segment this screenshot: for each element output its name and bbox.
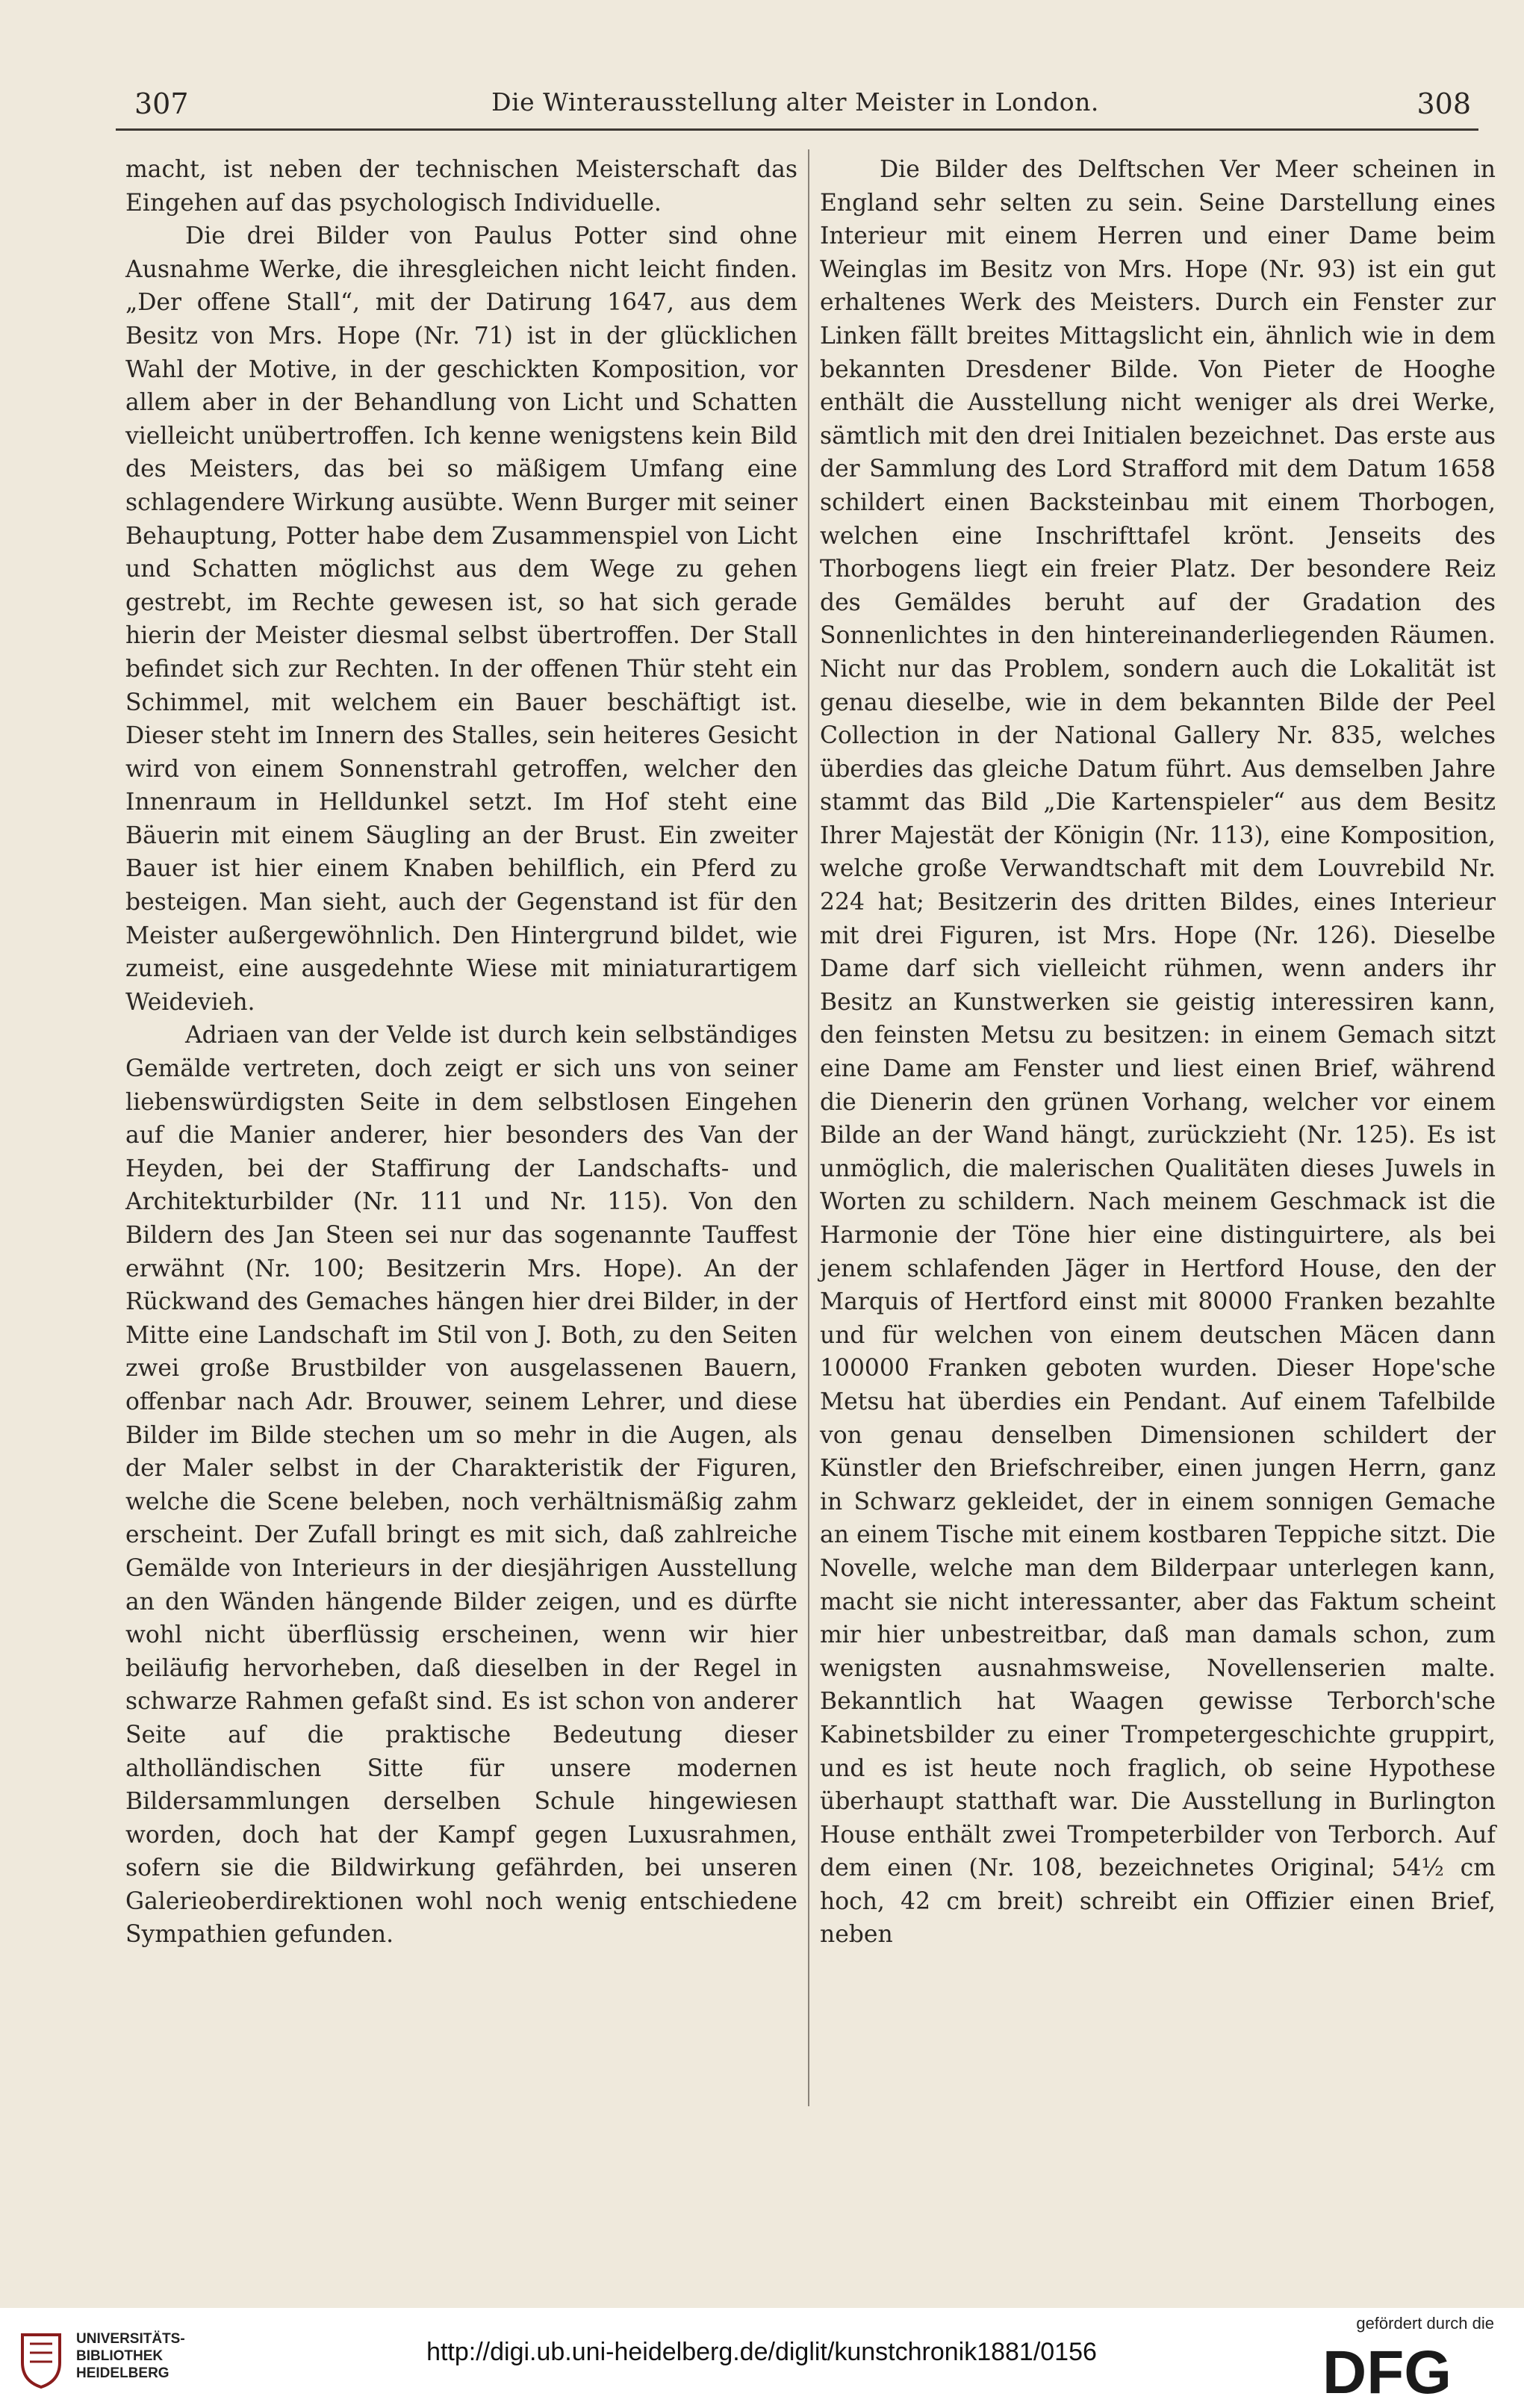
header-rule (116, 128, 1478, 131)
source-url-link[interactable]: http://digi.ub.uni-heidelberg.de/diglit/kunstchronik1881/0156 (426, 2338, 1097, 2366)
running-title: Die Winterausstellung alter Meister in London. (491, 87, 1099, 117)
paragraph: Adriaen van der Velde ist durch kein selbständiges Gemälde vertreten, doch zeigt er sich uns von seiner liebenswürdigsten Seite in dem selbstlosen Eingehen auf die Manier anderer, hier besonders des Van der Heyden, bei der Staffirung der Landschafts- und Architekturbilder (Nr. 111 und Nr. 115). Von den Bildern des Jan Steen sei nur das sogenannte Tauffest erwähnt (Nr. 100; Besitzerin Mrs. Hope). An der Rückwand des Gemaches hängen hier drei Bilder, in der Mitte eine Landschaft im Stil von J. Both, zu den Seiten zwei große Brustbilder von ausgelassenen Bauern, offenbar nach Adr. Brouwer, seinem Lehrer, und diese Bilder im Bilde stechen um so mehr in die Augen, als der Maler selbst in der Charakteristik der Figuren, welche die Scene beleben, noch verhältnismäßig zahm erscheint. Der Zufall bringt es mit sich, daß zahlreiche Gemälde von Interieurs in der diesjährigen Ausstellung an den Wänden hängende Bilder zeigen, und es dürfte wohl nicht überflüssig erscheinen, wenn wir hier beiläufig hervorheben, daß dieselben in der Regel in schwarze Rahmen gefaßt sind. Es ist schon von anderer Seite auf die praktische Bedeutung dieser altholländischen Sitte für unsere modernen Bildersammlungen derselben Schule hingewiesen worden, doch hat der Kampf gegen Luxusrahmen, sofern sie die Bildwirkung gefährden, bei unseren Galerieoberdirektionen wohl noch wenig entschiedene Sympathien gefunden. (125, 1022, 797, 1949)
page-number-left: 307 (134, 87, 189, 120)
library-line: UNIVERSITÄTS- (76, 2331, 185, 2347)
dfg-logo-text: DFG (1322, 2341, 1452, 2401)
library-line: BIBLIOTHEK (76, 2348, 164, 2364)
funding-note: gefördert durch die (1356, 2314, 1494, 2333)
paragraph: Die Bilder des Delftschen Ver Meer scheinen in England sehr selten zu sein. Seine Darstellung eines Interieur mit einem Herren und einer Dame beim Weinglas im Besitz von Mrs. Hope (Nr. 93) ist ein gut erhaltenes Werk des Meisters. Durch ein Fenster zur Linken fällt breites Mittagslicht ein, ähnlich wie in dem bekannten Dresdener Bilde. Von Pieter de Hooghe enthält die Ausstellung nicht weniger als drei Werke, sämtlich mit den drei Initialen bezeichnet. Das erste aus der Sammlung des Lord Strafford mit dem Datum 1658 schildert einen Backsteinbau mit einem Thorbogen, welchen eine Inschrifttafel krönt. Jenseits des Thorbogens liegt ein freier Platz. Der besondere Reiz des Gemäldes beruht auf der Gradation des Sonnenlichtes in den hintereinanderliegenden Räumen. Nicht nur das Problem, sondern auch die Lokalität ist genau dieselbe, wie in dem bekannten Bilde der Peel Collection in der National Gallery Nr. 835, welches überdies das gleiche Datum führt. Aus demselben Jahre stammt das Bild „Die Kartenspieler“ aus dem Besitz Ihrer Majestät der Königin (Nr. 113), eine Komposition, welche große Verwandtschaft mit dem Louvrebild Nr. 224 hat; Besitzerin des dritten Bildes, eines Interieur mit drei Figuren, ist Mrs. Hope (Nr. 126). Dieselbe Dame darf sich vielleicht rühmen, wenn anders ihr Besitz an Kunstwerken sie geistig interessiren kann, den feinsten Metsu zu besitzen: in einem Gemach sitzt eine Dame am Fenster und liest einen Brief, während die Dienerin den grünen Vorhang, welcher vor einem Bilde an der Wand hängt, zurückzieht (Nr. 125). Es ist unmöglich, die malerischen Qualitäten dieses Juwels in Worten zu schildern. Nach meinem Geschmack ist die Harmonie der Töne hier eine distinguirtere, als bei jenem schlafenden Jäger in Hertford House, den der Marquis of Hertford einst mit 80000 Franken bezahlte und für welchen von einem deutschen Mäcen dann 100000 Franken geboten wurden. Dieser Hope'sche Metsu hat überdies ein Pendant. Auf einem Tafelbilde von genau denselben Dimensionen schildert der Künstler den Briefschreiber, einen jungen Herrn, ganz in Schwarz gekleidet, der in einem sonnigen Gemache an einem Tische mit einem kostbaren Teppiche sitzt. Die Novelle, welche man dem Bilderpaar unterlegen kann, macht sie nicht interessanter, aber das Faktum scheint mir hier unbestreitbar, daß man damals schon, zum wenigsten ausnahmsweise, Novellenserien malte. Bekanntlich hat Waagen gewisse Terborch'sche Kabinetsbilder zu einer Trompetergeschichte gruppirt, und es ist heute noch fraglich, ob seine Hypothese überhaupt statthaft war. Die Ausstellung in Burlington House enthält zwei Trompeterbilder von Terborch. Auf dem einen (Nr. 108, bezeichnetes Original; 54½ cm hoch, 42 cm breit) schreibt ein Offizier einen Brief, neben (820, 156, 1496, 1949)
column-divider (808, 149, 809, 2106)
footer-bar (0, 2308, 1524, 2408)
university-seal-icon (15, 2329, 67, 2389)
page-number-right: 308 (1416, 87, 1471, 120)
left-column (125, 153, 797, 1952)
page-header (112, 78, 1478, 131)
paragraph: Die drei Bilder von Paulus Potter sind ohne Ausnahme Werke, die ihresgleichen nicht leicht finden. „Der offene Stall“, mit der Datirung 1647, aus dem Besitz von Mrs. Hope (Nr. 71) ist in der glücklichen Wahl der Motive, in der geschickten Komposition, vor allem aber in der Behandlung von Licht und Schatten vielleicht unübertroffen. Ich kenne wenigstens kein Bild des Meisters, das bei so mäßigem Umfang eine schlagendere Wirkung ausübte. Wenn Burger mit seiner Behauptung, Potter habe dem Zusammenspiel von Licht und Schatten möglichst aus dem Wege zu gehen gestrebt, im Rechte gewesen ist, so hat sich gerade hierin der Meister diesmal selbst übertroffen. Der Stall befindet sich zur Rechten. In der offenen Thür steht ein Schimmel, mit welchem ein Bauer beschäftigt ist. Dieser steht im Innern des Stalles, sein heiteres Gesicht wird von einem Sonnenstrahl getroffen, welcher den Innenraum in Helldunkel setzt. Im Hof steht eine Bäuerin mit einem Säugling an der Brust. Ein zweiter Bauer ist hier einem Knaben behilflich, ein Pferd zu besteigen. Man sieht, auch der Gegenstand ist für den Meister außergewöhnlich. Den Hintergrund bildet, wie zumeist, eine ausgedehnte Wiese mit miniaturartigem Weidevieh. (125, 223, 797, 1016)
library-line: HEIDELBERG (76, 2365, 169, 2381)
right-column (820, 153, 1496, 1952)
paragraph: macht, ist neben der technischen Meisterschaft das Eingehen auf das psychologisch Individuelle. (125, 156, 797, 217)
library-name (76, 2330, 185, 2382)
dfg-logo-icon (1322, 2341, 1494, 2401)
